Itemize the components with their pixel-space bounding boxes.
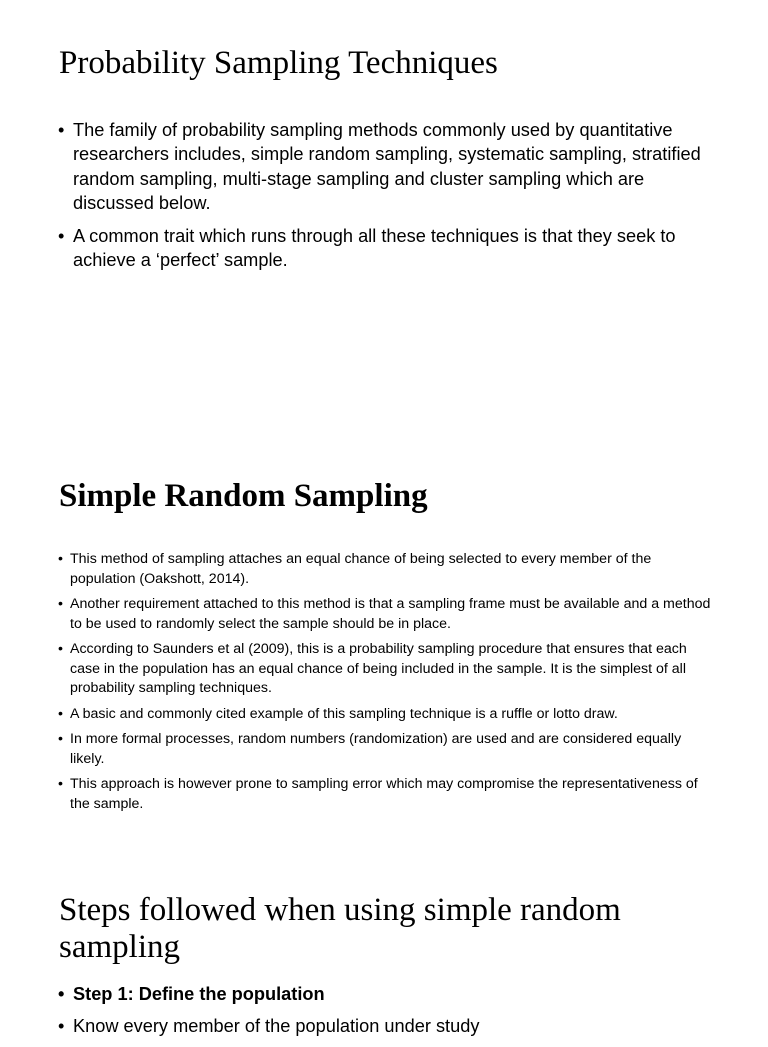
bullet-text: In more formal processes, random numbers (randomization) are used and are considered equally likely. xyxy=(70,731,682,767)
bullet-text: The family of probability sampling methods commonly used by quantitative researchers includes, simple random sampling, systematic sampling, stratified random sampling, multi-stage sampling and cluster sampling which are discussed below. xyxy=(73,120,701,213)
slide-probability-sampling-techniques xyxy=(0,0,768,440)
bullet-text: Step 1: Define the population xyxy=(73,984,325,1004)
bullet-text: This approach is however prone to sampling error which may compromise the representativeness of the sample. xyxy=(70,776,698,812)
bullet-text: This method of sampling attaches an equal chance of being selected to every member of the population (Oakshott, 2014). xyxy=(70,551,652,587)
bullet-item xyxy=(58,118,718,215)
bullet-item xyxy=(58,640,718,699)
bullet-item xyxy=(58,595,718,634)
bullet-item xyxy=(58,982,718,1006)
bullet-item xyxy=(58,730,718,769)
bullet-text: According to Saunders et al (2009), this is a probability sampling procedure that ensures that each case in the population has an equal chance of being included in the sample. It is the simplest of all probability sampling techniques. xyxy=(70,641,687,696)
bullet-icon: • xyxy=(58,596,63,612)
bullet-list xyxy=(58,550,718,820)
bullet-text: A basic and commonly cited example of this sampling technique is a ruffle or lotto draw. xyxy=(70,705,618,722)
bullet-item xyxy=(58,705,718,725)
bullet-icon: • xyxy=(58,551,63,567)
bullet-icon: • xyxy=(58,984,65,1004)
bullet-icon: • xyxy=(58,776,63,792)
bullet-icon: • xyxy=(58,225,65,246)
bullet-text: Another requirement attached to this method is that a sampling frame must be available and a method to be used to randomly select the sample should be in place. xyxy=(70,596,711,632)
bullet-item xyxy=(58,1014,718,1038)
bullet-item xyxy=(58,224,718,273)
bullet-text: Know every member of the population under study xyxy=(73,1016,480,1037)
slide-title: Probability Sampling Techniques xyxy=(59,45,498,81)
bullet-icon: • xyxy=(58,705,63,722)
slide-steps-simple-random-sampling xyxy=(0,855,768,1037)
bullet-icon: • xyxy=(58,1016,65,1037)
bullet-icon: • xyxy=(58,731,63,747)
bullet-item xyxy=(58,775,718,814)
bullet-item xyxy=(58,550,718,589)
slide-simple-random-sampling xyxy=(0,440,768,855)
bullet-list xyxy=(58,982,718,1047)
slide-title: Steps followed when using simple random sampling xyxy=(59,892,621,965)
slide-title: Simple Random Sampling xyxy=(59,478,428,514)
bullet-text: A common trait which runs through all these techniques is that they seek to achieve a ‘perfect’ sample. xyxy=(73,225,676,270)
bullet-list xyxy=(58,118,718,281)
bullet-icon: • xyxy=(58,120,65,140)
bullet-icon: • xyxy=(58,641,63,657)
